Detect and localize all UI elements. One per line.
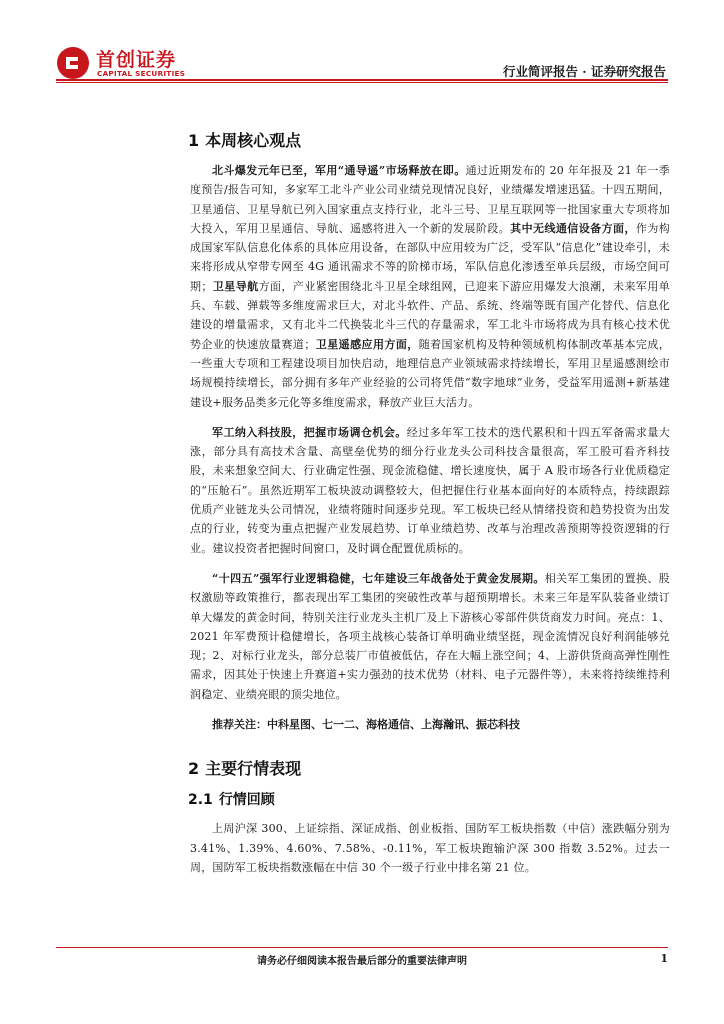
subsection-2-1-number: 2.1 bbox=[188, 792, 213, 809]
paragraph-14th-five-year bbox=[190, 569, 670, 704]
body-text: 相关军工集团的置换、股权激励等政策推行，都表现出军工集团的突破性改革与超预期增长。未来三年是军队装备业绩订单大爆发的黄金时间，特别关注行业龙头主机厂及上下游核心零部件供货商发力时间。亮点：1、2021 年军费预计稳健增长，各项主战核心装备订单明确业绩坚挺，现金流情况良好利润能够兑现；2、对标行业龙头，部分总装厂市值被低估，存在大幅上涨空间；4、上游供货商高弹性刚性需求，因其处于快速上升赛道+实力强劲的技术优势（材料、电子元器件等），未来将持续维持利润稳定、业绩亮眼的顶尖地位。 bbox=[190, 571, 671, 701]
footer-rule bbox=[56, 947, 668, 948]
header-rule bbox=[56, 79, 668, 81]
header-rule-thin bbox=[56, 82, 668, 83]
report-body bbox=[190, 128, 670, 888]
paragraph-market-review: 上周沪深 300、上证综指、深证成指、创业板指、国防军工板块指数（中信）涨跌幅分别为 3.41%、1.39%、4.60%、7.58%、-0.11%，军工板块跑输沪深 300 指数 3.52%。过去一周，国防军工板块指数涨幅在中信 30 个一级子行业中排名第 21 位。 bbox=[190, 822, 670, 874]
recommendation: 推荐关注：中科星图、七一二、海格通信、上海瀚讯、振芯科技 bbox=[212, 718, 520, 732]
bold-lead: 军工纳入科技股，把握市场调仓机会。 bbox=[212, 425, 407, 439]
section-1-title: 本周核心观点 bbox=[205, 131, 302, 150]
section-1-heading bbox=[188, 128, 670, 151]
section-1-number: 1 bbox=[188, 131, 200, 150]
page-header bbox=[56, 42, 668, 82]
logo-mark-icon bbox=[56, 46, 90, 80]
subsection-2-1-title: 行情回顾 bbox=[218, 792, 275, 809]
body-text: 作为构成国家军队信息化体系的具体应用设备，在部队中应用较为广泛，受军队“信息化”建设牵引，未来将形成从窄带专网至 4G 通讯需求不等的阶梯市场，军队信息化渗透至单兵层级，市场空间可期； bbox=[190, 221, 670, 293]
subsection-2-1-heading bbox=[188, 789, 670, 809]
body-text: 通过近期发布的 20 年年报及 21 年一季度预告/报告可知，多家军工北斗产业公司业绩兑现情况良好，业绩爆发增速迅猛。十四五期间，卫星通信、卫星导航已列入国家重点支持行业，北斗三号、卫星互联网等一批国家重大专项将加大投入，军用卫星通信、导航、遥感将进入一个新的发展阶段。 bbox=[190, 164, 670, 235]
logo-name-en: CAPITAL SECURITIES bbox=[97, 69, 186, 78]
section-2-title: 主要行情表现 bbox=[205, 759, 302, 779]
section-2-number: 2 bbox=[188, 759, 200, 779]
section-2-heading bbox=[188, 756, 670, 779]
bold-lead: 北斗爆发元年已至，军用“通导遥”市场释放在即。 bbox=[212, 164, 466, 177]
paragraph-beidou bbox=[190, 161, 670, 412]
bold-lead: 卫星遥感应用方面， bbox=[315, 337, 419, 351]
company-logo bbox=[56, 42, 256, 82]
page-number: 1 bbox=[660, 952, 668, 965]
bold-lead: 卫星导航 bbox=[212, 279, 259, 293]
bold-lead: 其中无线通信设备方面， bbox=[510, 221, 636, 235]
body-text: 随着国家机构及特种领域机构体制改革基本完成，一些重大专项和工程建设项目加快启动，地理信息产业领域需求持续增长，军用卫星遥感测绘市场规模持续增长，部分拥有多年产业经验的公司将凭借“数字地球”业务，受益军用遥测+新基建建设+服务品类多元化等多维度需求，释放产业巨大活力。 bbox=[190, 337, 670, 409]
paragraph-tech-stock bbox=[190, 423, 670, 558]
legal-disclaimer-note: 请务必仔细阅读本报告最后部分的重要法律声明 bbox=[257, 956, 467, 967]
bold-lead: “十四五”强军行业逻辑稳健，七年建设三年战备处于黄金发展期。 bbox=[212, 571, 545, 585]
report-type: 行业简评报告 · 证券研究报告 bbox=[502, 64, 666, 79]
body-text: 经过多年军工技术的迭代累积和十四五军备需求量大涨，部分具有高技术含量、高壁垒优势的细分行业龙头公司科技含量很高，军工股可看齐科技股，未来想象空间大、行业确定性强、现金流稳健、增长速度快，属于 A 股市场各行业优质稳定的“压舱石”。虽然近期军工板块波动调整较大，但把握住行业基本面向好的本质特点，持续跟踪优质产业链龙头公司情况，业绩将随时间逐步兑现。军工板块已经从情绪投资和趋势投资为出发点的行业，转变为重点把握产业发展趋势、订单业绩趋势、改革与治理改善预期等投资逻辑的行业。建议投资者把握时间窗口，及时调仓配置优质标的。 bbox=[190, 425, 670, 555]
body-text: 方面，产业紧密围绕北斗卫星全球组网，已迎来下游应用爆发大浪潮，未来军用单兵、车载、弹载等多维度需求巨大，对北斗软件、产品、系统、终端等既有国产化替代、信息化建设的增量需求，又有北斗二代换装北斗三代的存量需求，军工北斗市场将成为具有核心技术优势企业的快速放量赛道； bbox=[190, 279, 670, 351]
logo-name-cn: 首创证券 bbox=[96, 49, 177, 71]
